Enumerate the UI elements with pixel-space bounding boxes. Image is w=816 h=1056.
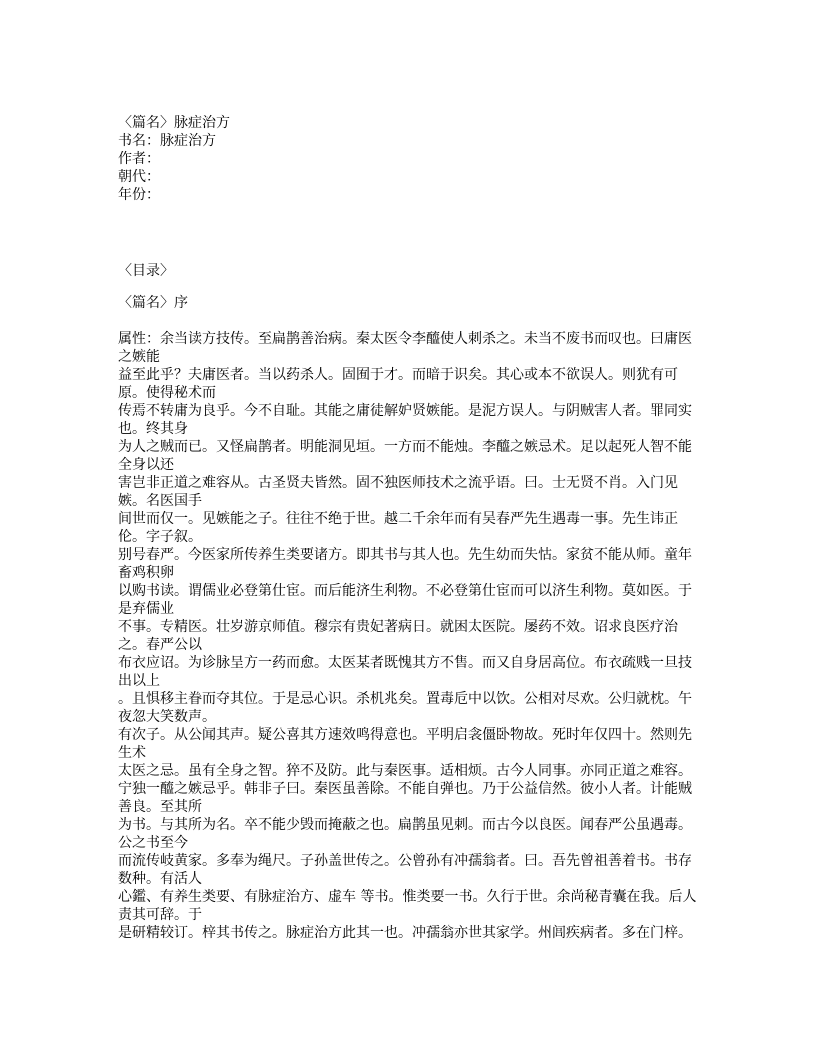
body-line: 有次子。从公闻其声。疑公喜其方速效鸣得意也。平明启衾僵卧物故。死时年仅四十。然则先生术	[118, 727, 692, 761]
body-line: 间世而仅一。见嫉能之子。往往不绝于世。越二千余年而有吴春严先生遇毒一事。先生讳正伦。字子叙。	[118, 511, 678, 545]
section-label: 〈篇名〉序	[118, 295, 188, 311]
body-line: 为人之贼而已。又怪扁鹊者。明能洞见垣。一方而不能烛。李醯之嫉忌术。足以起死人智不能全身以还	[118, 439, 692, 473]
body-line: 是研精较订。梓其书传之。脉症治方此其一也。冲孺翁亦世其家学。州闾疾病者。多在门梓。	[118, 925, 692, 941]
body-line: 太医之忌。虽有全身之智。猝不及防。此与秦医事。适相烦。古今人同事。亦同正道之难容。	[118, 763, 692, 779]
body-line: 不事。专精医。壮岁游京师值。穆宗有贵妃著病日。就困太医院。屡药不效。诏求良医疗治之。春严公以	[118, 619, 678, 653]
year-field: 年份：	[118, 187, 160, 203]
body-line: 为书。与其所为名。卒不能少毁而掩蔽之也。扁鹊虽见刺。而古今以良医。闻春严公虽遇毒。公之书至今	[118, 817, 692, 851]
book-name: 书名：脉症治方	[118, 133, 216, 149]
body-line: 而流传岐黄家。多奉为绳尺。子孙盖世传之。公曾孙有冲孺翁者。曰。吾先曾祖善着书。书存数种。有活人	[118, 853, 692, 887]
document-page	[118, 114, 702, 942]
body-line: 以购书读。谓儒业必登第仕宦。而后能济生利物。不必登第仕宦而可以济生利物。莫如医。于是弃儒业	[118, 583, 692, 617]
body-line: 害岂非正道之难容从。古圣贤夫皆然。固不独医师技术之流乎语。曰。士无贤不肖。入门见嫉。名医国手	[118, 475, 678, 509]
author-field: 作者：	[118, 151, 160, 167]
spacer	[118, 312, 702, 330]
body-line: 益至此乎？夫庸医者。当以药杀人。固囿于才。而暗于识矣。其心或本不欲误人。则犹有可原。使得秘术而	[118, 367, 678, 401]
spacer	[118, 204, 702, 254]
body-line: 。且惧移主眷而夺其位。于是忌心识。杀机兆矣。置毒卮中以饮。公相对尽欢。公归就枕。午夜忽大笑数声。	[118, 691, 692, 725]
chapter-label: 〈篇名〉脉症治方	[118, 115, 230, 131]
body-line: 属性：余当读方技传。至扁鹊善治病。秦太医令李醯使人刺杀之。未当不废书而叹也。曰庸医之嫉能	[118, 331, 692, 365]
body-line: 别号春严。今医家所传养生类要诸方。即其书与其人也。先生幼而失怙。家贫不能从师。童年畜鸡积卵	[118, 547, 692, 581]
body-line: 布衣应诏。为诊脉呈方一药而愈。太医某者既愧其方不售。而又自身居高位。布衣疏贱一旦技出以上	[118, 655, 692, 689]
dynasty-field: 朝代：	[118, 169, 160, 185]
body-line: 宁独一醯之嫉忌乎。韩非子曰。秦医虽善除。不能自弹也。乃于公益信然。彼小人者。计能贼善良。至其所	[118, 781, 692, 815]
preface-body	[118, 330, 702, 942]
body-line: 心鑑、有养生类要、有脉症治方、虚车 等书。惟类要一书。久行于世。余尚秘青囊在我。后人责其可辞。于	[118, 889, 697, 923]
toc-label: 〈目录〉	[118, 263, 174, 279]
spacer	[118, 280, 702, 294]
body-line: 传焉不转庸为良乎。今不自耻。其能之庸徒解妒贤嫉能。是泥方误人。与阴贼害人者。罪同实也。终其身	[118, 403, 692, 437]
